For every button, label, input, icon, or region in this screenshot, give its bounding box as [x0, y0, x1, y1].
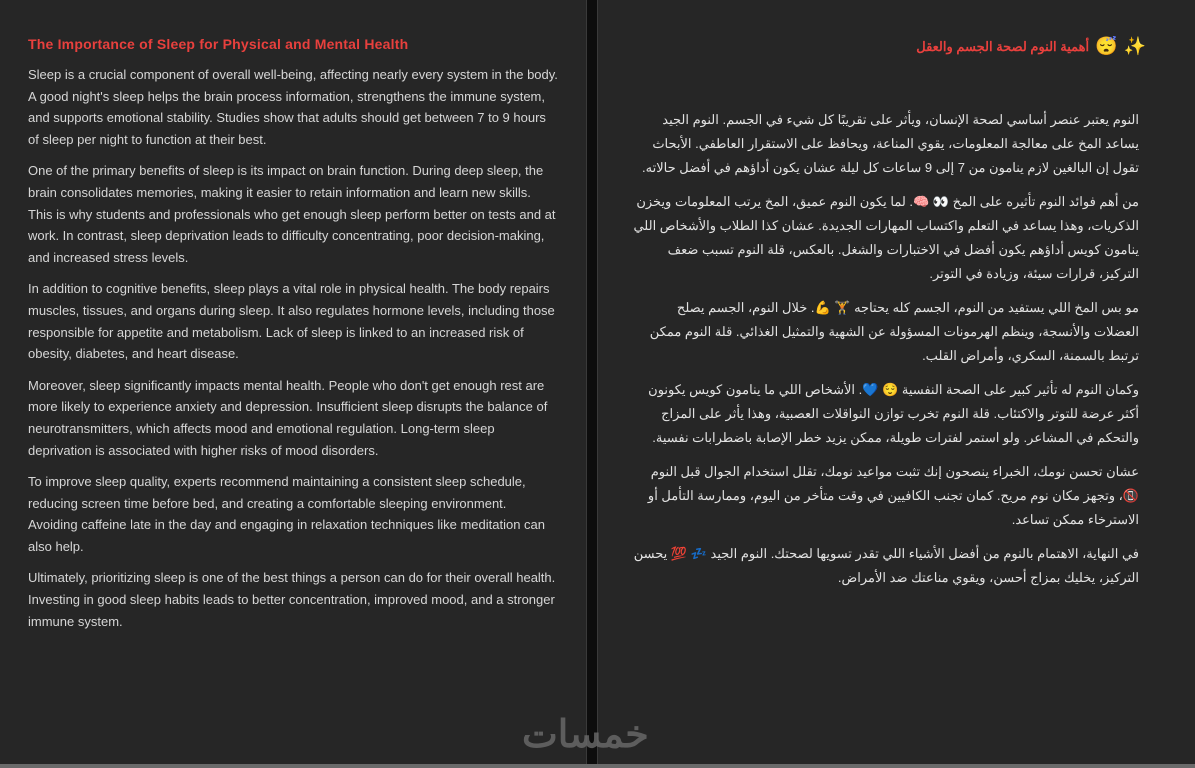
arabic-document-page: [597, 0, 1195, 764]
bottom-border: [0, 764, 1195, 768]
english-title: The Importance of Sleep for Physical and Mental Health: [28, 36, 409, 52]
arabic-title-row: [916, 36, 1146, 57]
arabic-paragraph: من أهم فوائد النوم تأثيره على المخ 👀 🧠. لما يكون النوم عميق، المخ يرتب المعلومات ويخزن الذكريات، وهذا يساعد في التعلم واكتساب المهارات الجديدة. عشان كذا الطلاب والأشخاص اللي ينامون كويس أداؤهم يكون أفضل في الاختبارات والشغل. بالعكس، قلة النوم تسبب ضعف التركيز، قرارات سيئة، وزيادة في التوتر.: [633, 194, 1139, 281]
arabic-title: أهمية النوم لصحة الجسم والعقل: [916, 38, 1090, 54]
english-paragraph: To improve sleep quality, experts recommend maintaining a consistent sleep schedule, reducing screen time before bed, and creating a comfortable sleeping environment. Avoiding caffeine late in the day and engaging in relaxation techniques like meditation can also help.: [28, 474, 545, 554]
english-paragraph: One of the primary benefits of sleep is its impact on brain function. During deep sleep, the brain consolidates memories, making it easier to retain information and learn new skills. This is why students and professionals who get enough sleep perform better on tests and at work. In contrast, sleep deprivation leads to difficulty concentrating, poor decision-making, and increased stress levels.: [28, 163, 556, 265]
arabic-paragraph: عشان تحسن نومك، الخبراء ينصحون إنك تثبت مواعيد نومك، تقلل استخدام الجوال قبل النوم 📵، وتجهز مكان نوم مريح. كمان تجنب الكافيين في وقت متأخر من اليوم، وممارسة التأمل أو الاسترخاء ممكن تساعد.: [647, 464, 1139, 527]
english-paragraph: In addition to cognitive benefits, sleep plays a vital role in physical health. The body repairs muscles, tissues, and organs during sleep. It also regulates hormone levels, including those responsible for appetite and metabolism. Lack of sleep is linked to an increased risk of obesity, diabetes, and heart disease.: [28, 281, 555, 362]
english-document-page: [0, 0, 587, 764]
arabic-body: [629, 108, 1139, 600]
english-paragraph: Ultimately, prioritizing sleep is one of the best things a person can do for their overall health. Investing in good sleep habits leads to better concentration, improved mood, and a stronger immune system.: [28, 570, 556, 629]
sleeping-face-icon: 😴: [1095, 36, 1118, 56]
arabic-paragraph: مو بس المخ اللي يستفيد من النوم، الجسم كله يحتاجه 🏋️ 💪. خلال النوم، الجسم يصلح العضلات والأنسجة، وينظم الهرمونات المسؤولة عن الشهية والتمثيل الغذائي. قلة النوم ممكن ترتبط بالسمنة، السكري، وأمراض القلب.: [649, 300, 1139, 363]
english-paragraph: Moreover, sleep significantly impacts mental health. People who don't get enough rest are more likely to experience anxiety and depression. Insufficient sleep disrupts the balance of neurotransmitters, which affects mood and emotional regulation. Long-term sleep deprivation is associated with higher risks of mood disorders.: [28, 377, 548, 458]
arabic-paragraph: في النهاية، الاهتمام بالنوم من أفضل الأشياء اللي تقدر تسويها لصحتك. النوم الجيد 💤 💯 يحسن التركيز، يخليك بمزاج أحسن، ويقوي مناعتك ضد الأمراض.: [633, 546, 1139, 585]
arabic-paragraph: النوم يعتبر عنصر أساسي لصحة الإنسان، ويأثر على تقريبًا كل شيء في الجسم. النوم الجيد يساعد المخ على معالجة المعلومات، يقوي المناعة، ويحافظ على الاستقرار العاطفي. الأبحاث تقول إن البالغين لازم ينامون من 7 إلى 9 ساعات كل ليلة عشان يكون أداؤهم في أفضل حالاته.: [642, 112, 1139, 175]
english-body: [28, 64, 558, 642]
arabic-paragraph: وكمان النوم له تأثير كبير على الصحة النفسية 😌 💙. الأشخاص اللي ما ينامون كويس يكونون أكثر عرضة للتوتر والاكتئاب. قلة النوم تخرب توازن النواقلات العصبية، وهذا يأثر على المزاج والتحكم في المشاعر. ولو استمر لفترات طويلة، ممكن يزيد خطر الإصابة باضطرابات نفسية.: [648, 382, 1139, 445]
english-paragraph: Sleep is a crucial component of overall well-being, affecting nearly every system in the body. A good night's sleep helps the brain process information, strengthens the immune system, and supports emotional stability. Studies show that adults should get between 7 to 9 hours of sleep per night to function at their best.: [28, 67, 558, 147]
watermark-logo: خمسات: [522, 714, 649, 756]
sparkles-icon: ✨: [1123, 36, 1146, 56]
page-separator: [587, 0, 597, 768]
